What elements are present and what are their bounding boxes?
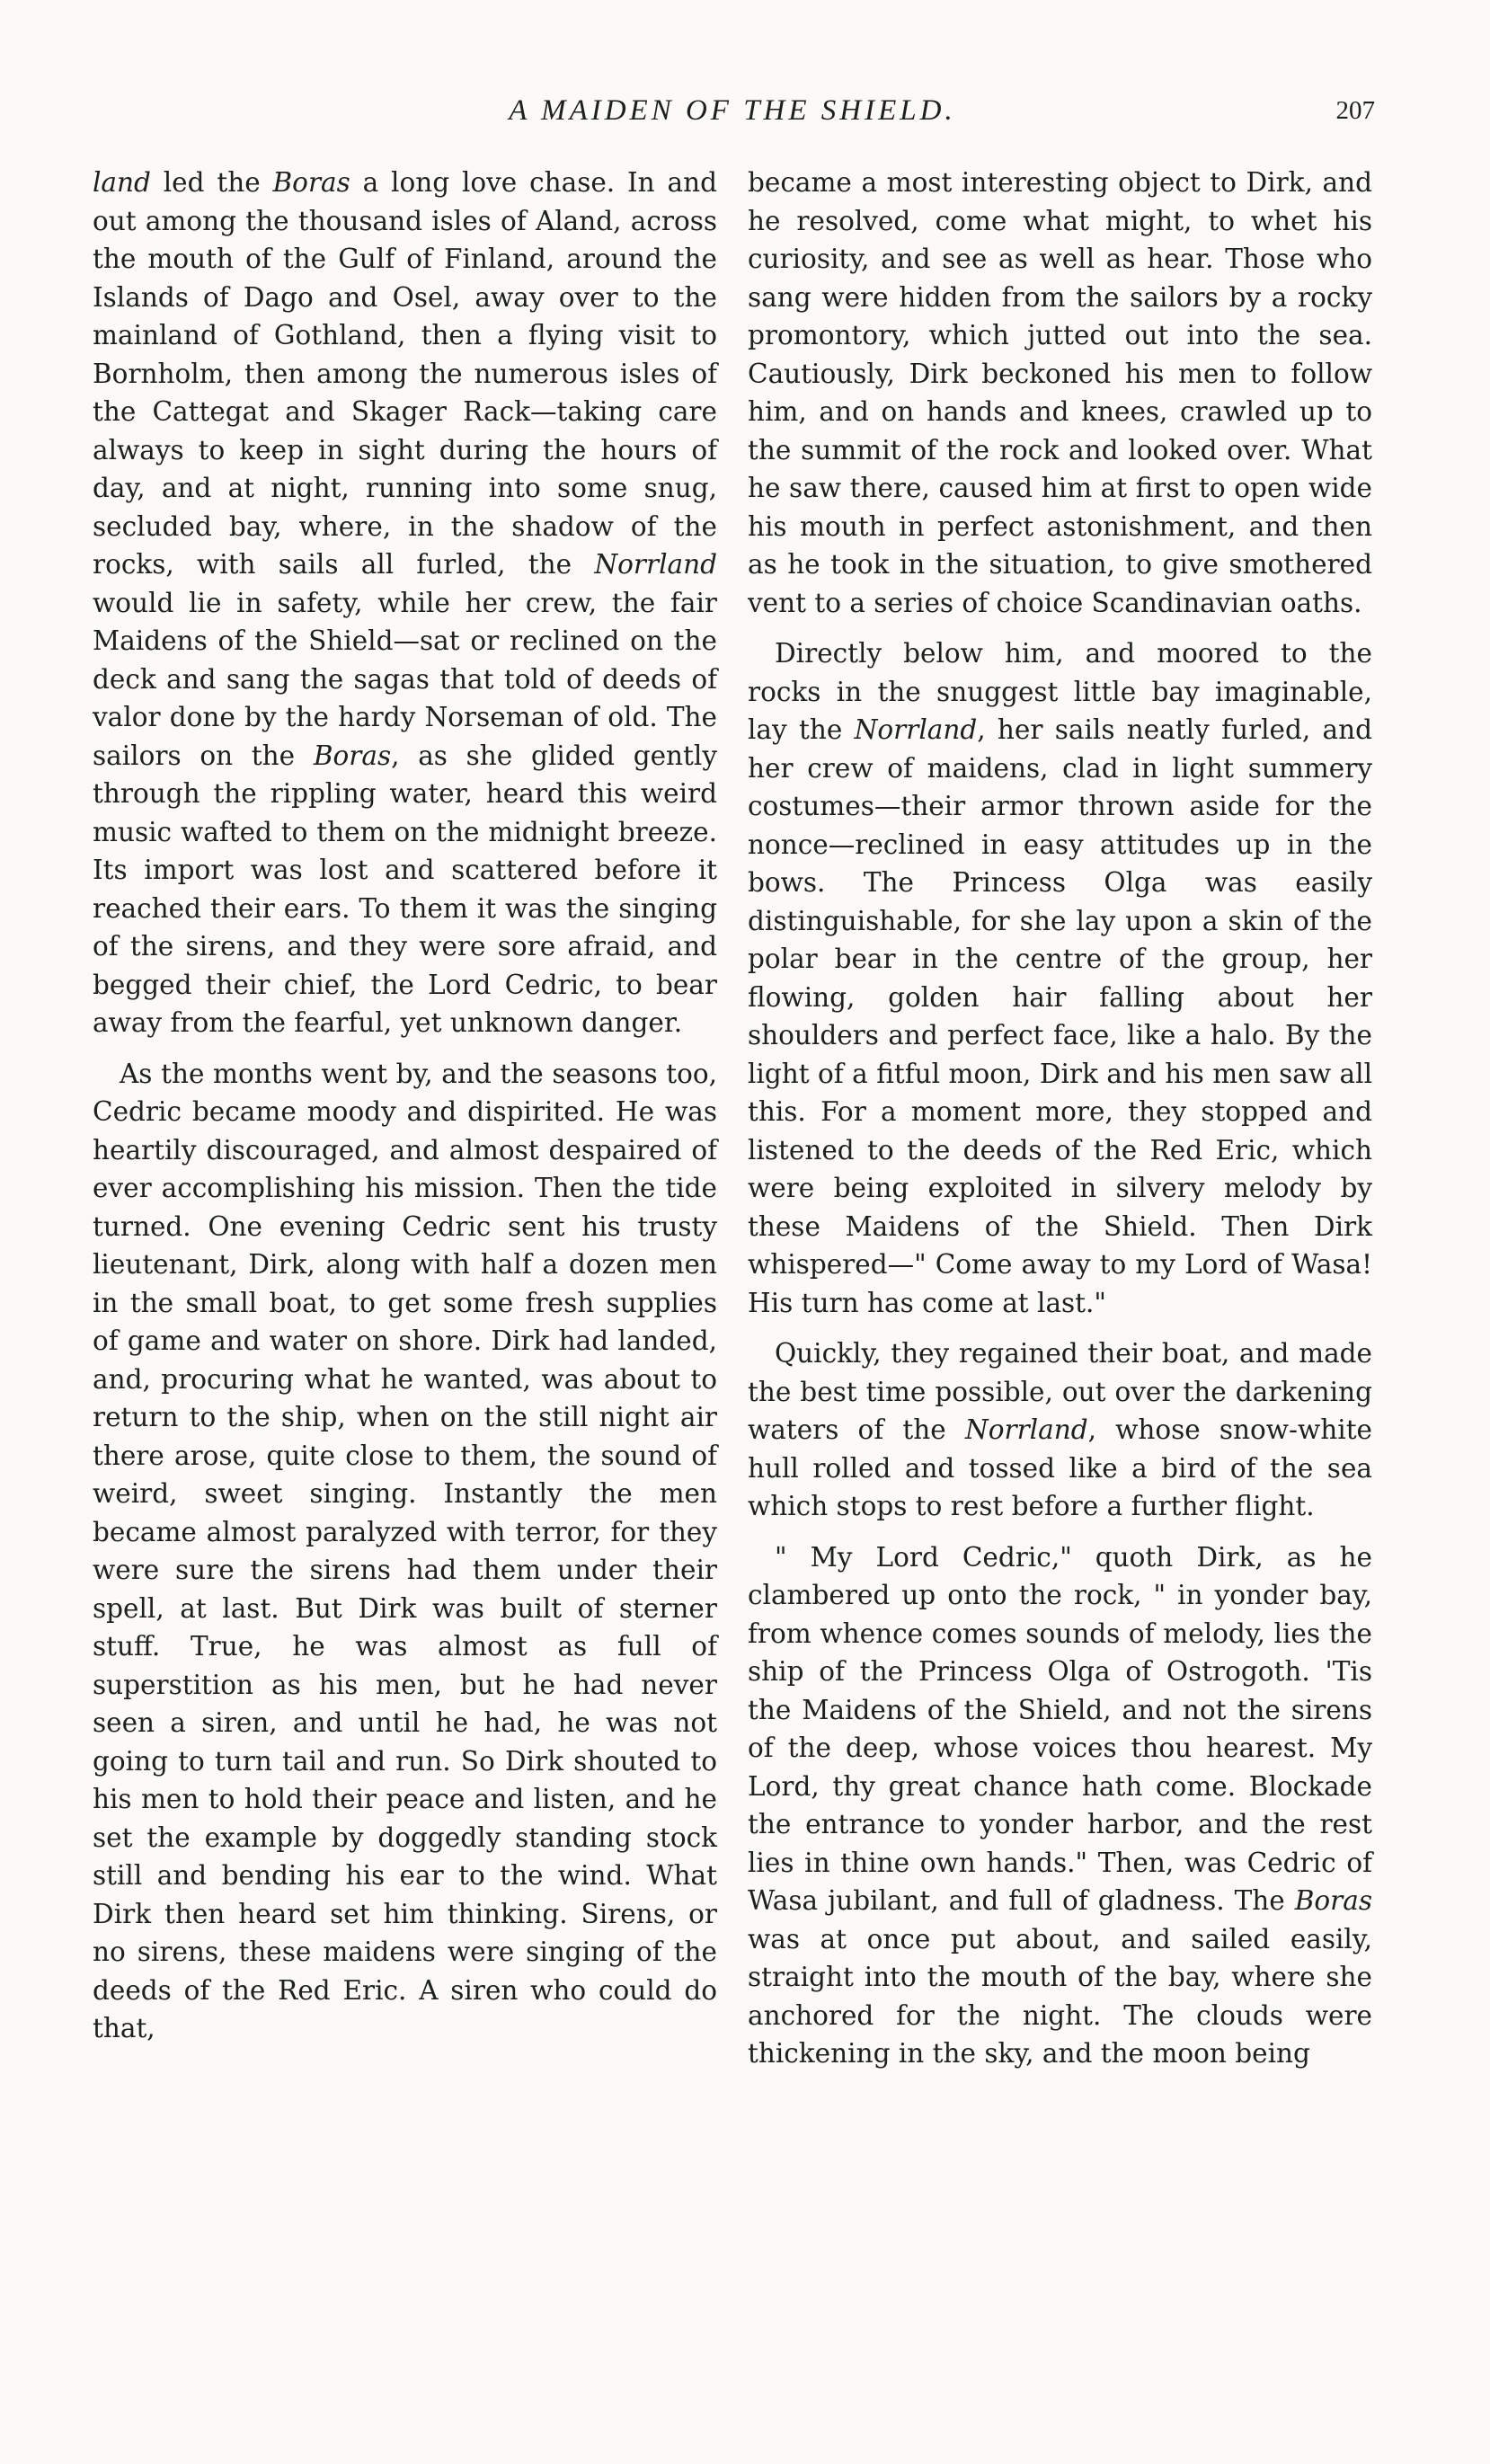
text-run: would lie in safety, while her crew, the fair Maidens of the Shield—sat or reclined on the deck and sang the sagas that told of deeds of valor done by the hardy Norseman of old. The sailors on the bbox=[93, 587, 717, 771]
running-title: A MAIDEN OF THE SHIELD. bbox=[509, 94, 956, 127]
paragraph bbox=[93, 1055, 717, 2048]
page-number: 207 bbox=[1335, 96, 1375, 125]
paragraph bbox=[748, 1334, 1372, 1526]
right-column bbox=[748, 164, 1372, 2086]
text-run: , her sails neatly furled, and her crew of maidens, clad in light summery costumes—their armor thrown aside for the nonce—reclined in easy attitudes up in the bows. The Princess Olga was easily distinguishable, for she lay upon a skin of the polar bear in the centre of the group, her flowing, golden hair falling about her shoulders and perfect face, like a halo. By the light of a fitful moon, Dirk and his men saw all this. For a moment more, they stopped and listened to the deeds of the Red Eric, which were being exploited in silvery melody by these Maidens of the Shield. Then Dirk whispered—" Come away to my Lord of Wasa! His turn has come at last." bbox=[748, 714, 1372, 1318]
text-run: became a most interesting object to Dirk, and he resolved, come what might, to whet his curiosity, and see as well as hear. Those who sang were hidden from the sailors by a rocky promontory, which jutted out into the sea. Cautiously, Dirk beckoned his men to follow him, and on hands and knees, crawled up to the summit of the rock and looked over. What he saw there, caused him at first to open wide his mouth in perfect astonishment, and then as he took in the situation, to give smothered vent to a series of choice Scandinavian oaths. bbox=[748, 167, 1372, 618]
text-run: , whose snow-white hull rolled and tossed like a bird of the sea which stops to rest before a further flight. bbox=[748, 1414, 1373, 1521]
text-run: Directly below him, and moored to the rocks in the snuggest little bay imaginable, lay the bbox=[748, 638, 1372, 745]
text-run: " My Lord Cedric," quoth Dirk, as he clambered up onto the rock, " in yonder bay, from whence comes sounds of melody, lies the ship of the Princess Olga of Ostrogoth. 'Tis the Maidens of the Shield, and not the sirens of the deep, whose voices thou hearest. My Lord, thy great chance hath come. Blockade the entrance to yonder harbor, and the rest lies in thine own hands." Then, was Cedric of Wasa jubilant, and full of gladness. The bbox=[748, 1541, 1372, 1916]
text-run: , as she glided gently through the rippling water, heard this weird music wafted to them on the midnight breeze. Its import was lost and scattered before it reached their ears. To them it was the singing of the sirens, and they were sore afraid, and begged their chief, the Lord Cedric, to bear away from the fearful, yet unknown danger. bbox=[93, 740, 717, 1038]
paragraph bbox=[748, 634, 1372, 1322]
italic-run: land bbox=[93, 167, 151, 198]
text-run: a long love chase. In and out among the thousand isles of Aland, across the mouth of the Gulf of Finland, around the Islands of Dago and Osel, away over to the mainland of Gothland, then a flying visit to Bornholm, then among the numerous isles of the Cattegat and Skager Rack—taking care always to keep in sight during the hours of day, and at night, running into some snug, secluded bay, where, in the shadow of the rocks, with sails all furled, the bbox=[93, 167, 717, 580]
italic-run: Boras bbox=[1294, 1885, 1372, 1916]
text-run: Quickly, they regained their boat, and made the best time possible, out over the darkening waters of the bbox=[748, 1338, 1372, 1445]
text-run: was at once put about, and sailed easily, straight into the mouth of the bay, where she anchored for the night. The clouds were thickening in the sky, and the moon being bbox=[748, 1923, 1372, 2069]
text-run: As the months went by, and the seasons too, Cedric became moody and dispirited. He was heartily discouraged, and almost despaired of ever accomplishing his mission. Then the tide turned. One evening Cedric sent his trusty lieutenant, Dirk, along with half a dozen men in the small boat, to get some fresh supplies of game and water on shore. Dirk had landed, and, procuring what he wanted, was about to return to the ship, when on the still night air there arose, quite close to them, the sound of weird, sweet singing. Instantly the men became almost paralyzed with terror, for they were sure the sirens had them under their spell, at last. But Dirk was built of sterner stuff. True, he was almost as full of superstition as his men, but he had never seen a siren, and until he had, he was not going to turn tail and run. So Dirk shouted to his men to hold their peace and listen, and he set the example by doggedly standing stock still and bending his ear to the wind. What Dirk then heard set him thinking. Sirens, or no sirens, these maidens were singing of the deeds of the Red Eric. A siren who could do that, bbox=[93, 1058, 717, 2043]
italic-run: Boras bbox=[272, 167, 350, 198]
italic-run: Norrland bbox=[854, 714, 978, 745]
text-run: led the bbox=[150, 167, 273, 198]
italic-run: Norrland bbox=[594, 549, 717, 580]
paragraph bbox=[93, 164, 717, 1042]
left-column bbox=[93, 164, 717, 2061]
italic-run: Norrland bbox=[964, 1414, 1088, 1445]
paragraph bbox=[748, 164, 1372, 622]
page-header bbox=[90, 94, 1375, 139]
italic-run: Boras bbox=[313, 740, 392, 771]
paragraph bbox=[748, 1538, 1372, 2073]
